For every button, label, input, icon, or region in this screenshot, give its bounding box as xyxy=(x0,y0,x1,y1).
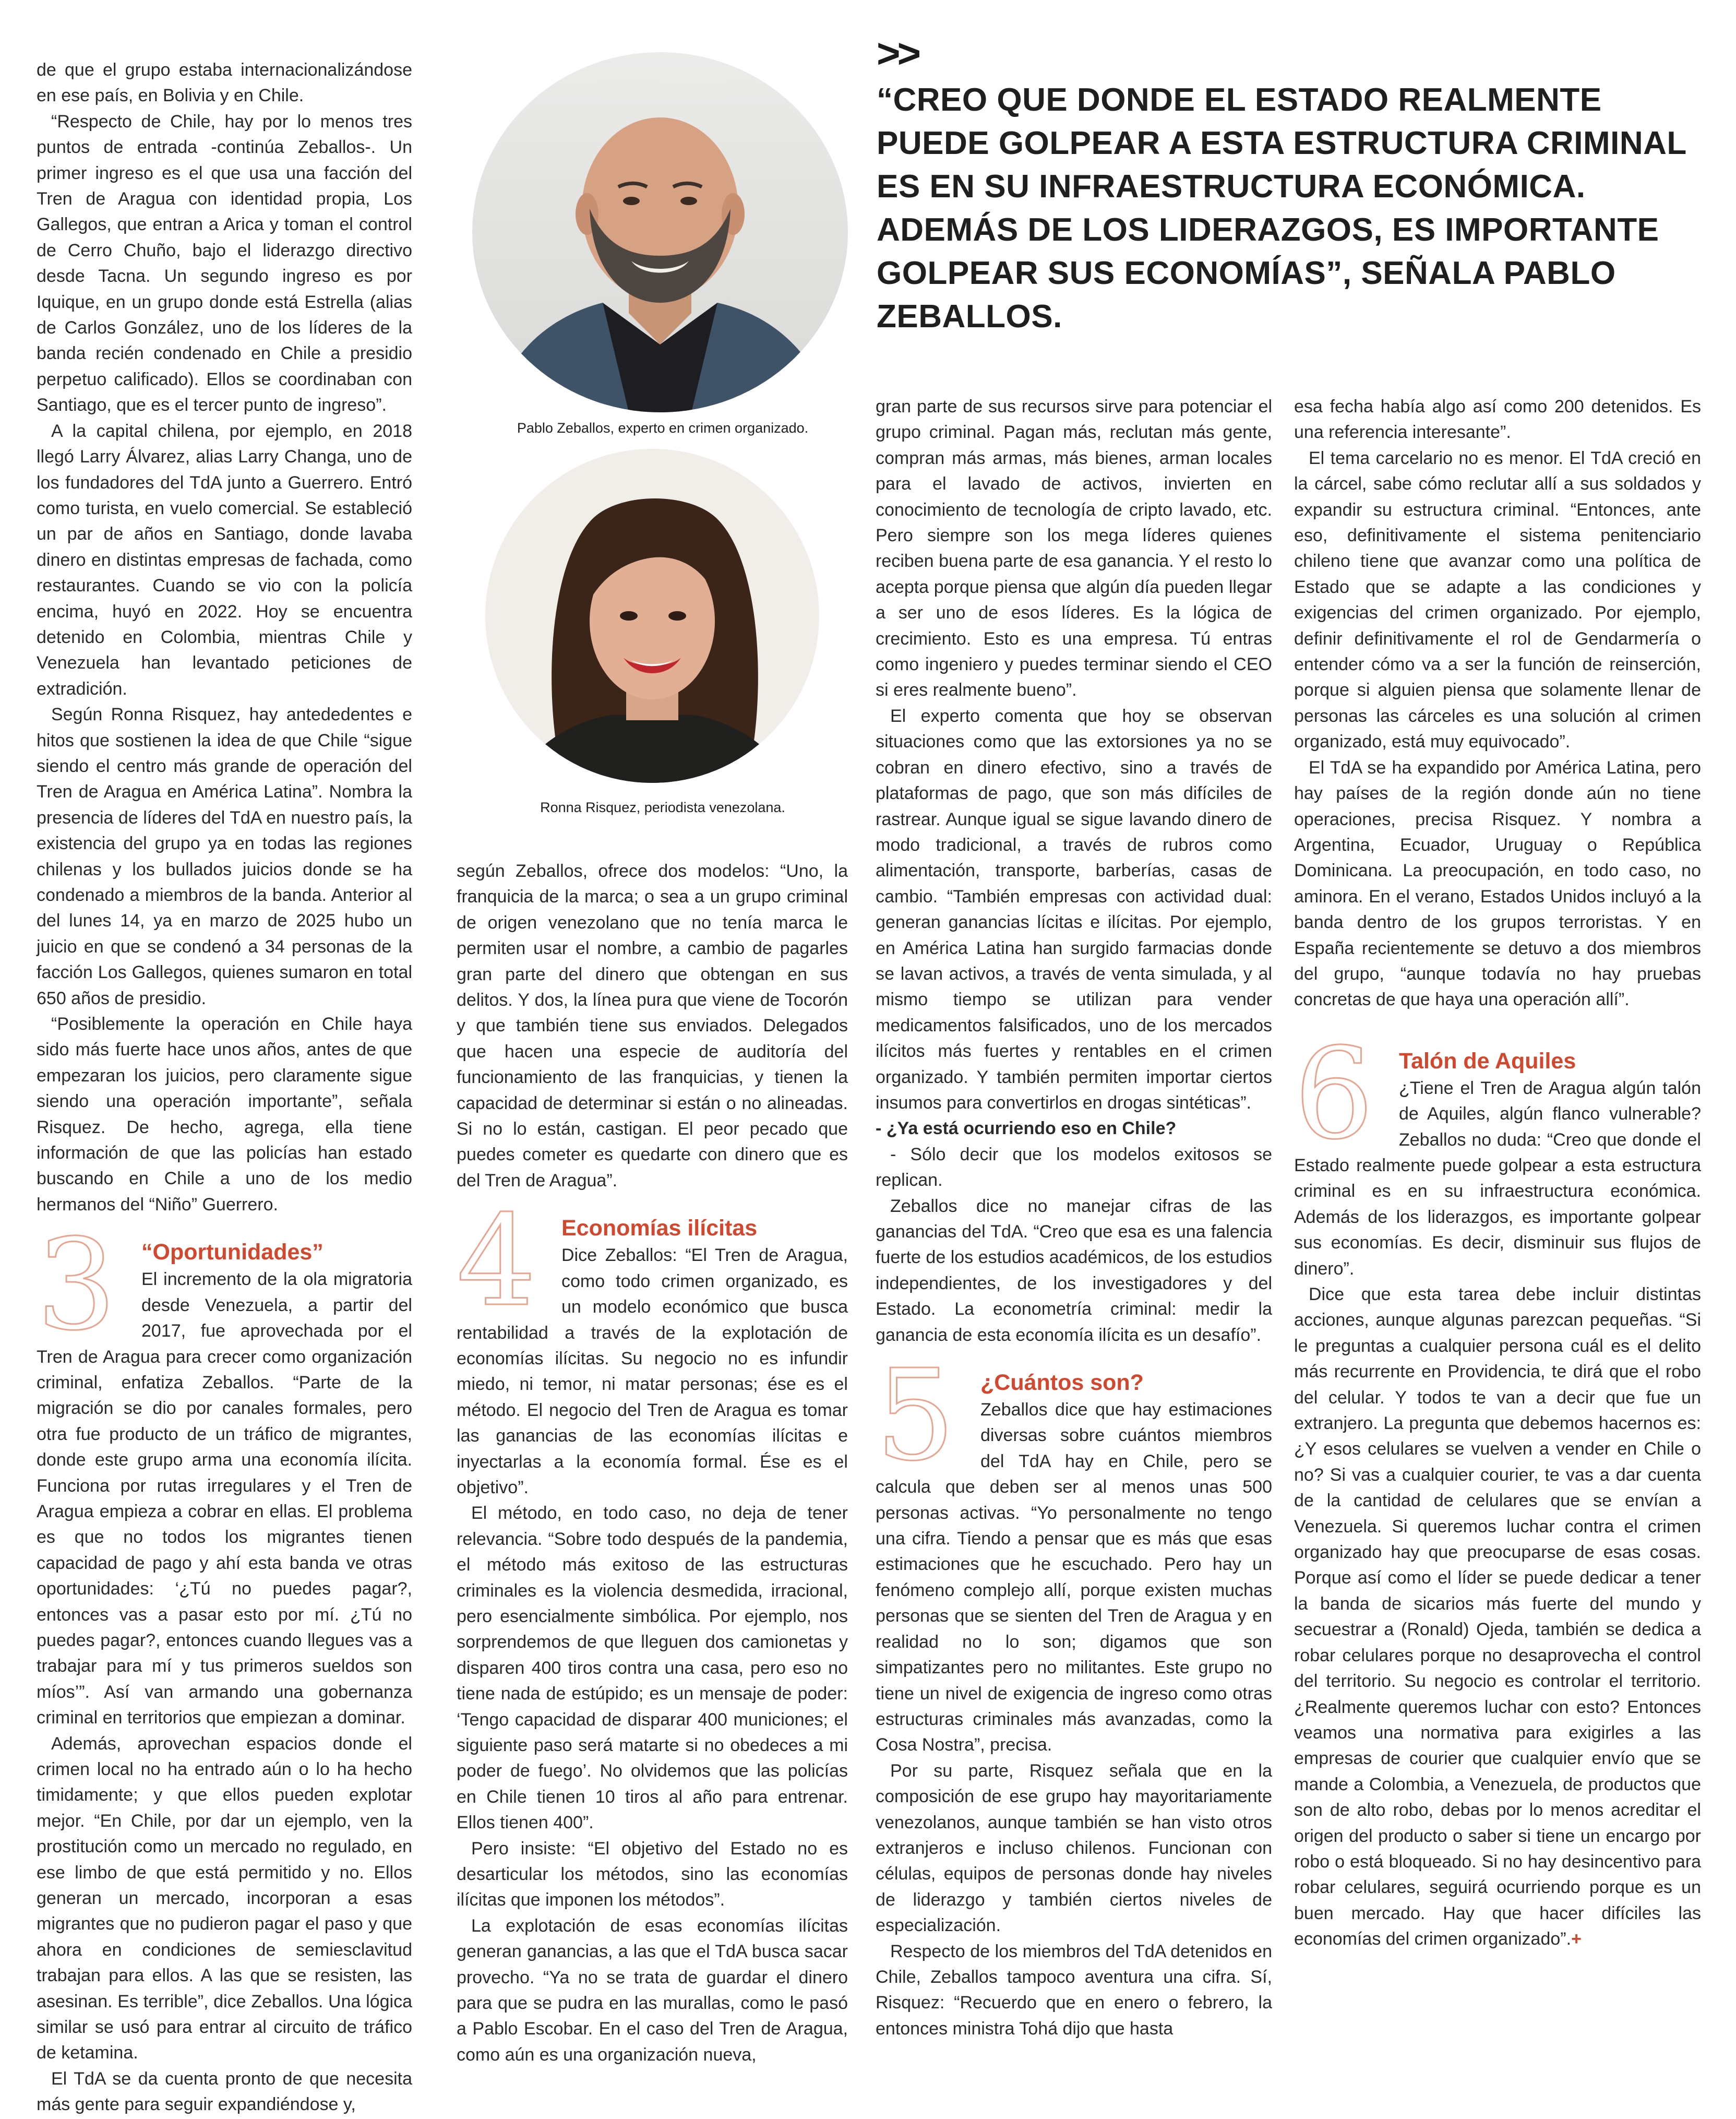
article-paragraph: Por su parte, Risquez señala que en la composición de ese grupo hay mayoritariamente venezolanos, aunque también se han visto otros extranjeros e incluso chilenos. Funcionan con células, equipos de personas donde hay niveles de liderazgo y también ciertos niveles de especialización. xyxy=(876,1760,1272,1936)
section-title-3: “Oportunidades” xyxy=(141,1240,324,1265)
article-paragraph: - Sólo decir que los modelos exitosos se replican. xyxy=(876,1144,1272,1191)
article-paragraph xyxy=(1294,1282,1701,1953)
article-column-2 xyxy=(457,859,848,2068)
portrait-pablo-zeballos-illustration xyxy=(472,52,848,412)
section-6 xyxy=(1294,1020,1701,1953)
article-paragraph: esa fecha había algo así como 200 detenidos. Es una referencia interesante”. xyxy=(1294,397,1701,443)
article-paragraph: según Zeballos, ofrece dos modelos: “Uno, la franquicia de la marca; o sea a un grupo criminal de origen venezolano que no tenía marca le permiten usar el nombre, a cambio de pagarles gran parte del dinero que obtengan en sus delitos. Y dos, la línea pura que viene de Tocorón y que también tiene sus enviados. Delegados que hacen una especie de auditoría del funcionamiento de las franquicias, y tienen la capacidad de determinar si están o no alineadas. Si no lo están, castigan. El peor pecado que puedes cometer es quedarte con dinero que es del Tren de Aragua”. xyxy=(457,861,848,1191)
portrait-ronna-risquez xyxy=(485,449,819,783)
section-title-6: Talón de Aquiles xyxy=(1399,1048,1576,1074)
article-column-3 xyxy=(876,394,1272,2042)
section-number-4: 4 xyxy=(457,1188,536,1335)
article-paragraph: La explotación de esas economías ilícitas generan ganancias, a las que el TdA busca sacar provecho. “Ya no se trata de guardar el dinero para que se pudra en las murallas, como le pasó a Pablo Escobar. En el caso del Tren de Aragua, como aún es una organización nueva, xyxy=(457,1915,848,2065)
article-end-mark: + xyxy=(1571,1929,1582,1949)
article-paragraph: de que el grupo estaba internacionalizándose en ese país, en Bolivia y en Chile. xyxy=(37,60,412,106)
section-3 xyxy=(37,1212,412,2117)
section-number-5: 5 xyxy=(876,1342,955,1489)
pull-quote: “CREO QUE DONDE EL ESTADO REALMENTE PUEDE GOLPEAR A ESTA ESTRUCTURA CRIMINAL ES EN SU INFRAESTRUCTURA ECONÓMICA. ADEMÁS DE LOS LIDERAZGOS, ES IMPORTANTE GOLPEAR SUS ECONOMÍAS”, SEÑALA PABLO ZEBALLOS. xyxy=(877,82,1686,335)
article-paragraph: Zeballos dice no manejar cifras de las ganancias del TdA. “Creo que esa es una falencia fuerte de los estudios académicos, de los estudios independientes, de los investigadores y del Estado. La econometría criminal: medir la ganancia de esta economía ilícita es un desafío”. xyxy=(876,1196,1272,1345)
article-column-4 xyxy=(1294,394,1701,1953)
section-title-5: ¿Cuántos son? xyxy=(980,1370,1144,1396)
article-paragraph: El incremento de la ola migratoria desde Venezuela, a partir del 2017, fue aprovechada por el Tren de Aragua para crecer como organización criminal, enfatiza Zeballos. “Parte de la migración se dio por canales formales, pero otra fue producto de un tráfico de migrantes, donde este grupo arma una economía ilícita. Funciona por rutas irregulares y el Tren de Aragua empieza a cobrar en ellas. El problema es que no todos los migrantes tienen capacidad de pago y ahí esta banda ve otras oportunidades: ‘¿Tú no puedes pagar?, entonces vas a pasar esto por mí. ¿Tú no puedes pagar?, entonces cuando llegues vas a trabajar para mí y tus primeros sueldos son míos’”. Así van armando una gobernanza criminal en territorios que empiezan a dominar. xyxy=(37,1269,412,1728)
section-5 xyxy=(876,1342,1272,2042)
article-paragraph: Dice Zeballos: “El Tren de Aragua, como todo crimen organizado, es un modelo económico que busca rentabilidad a través de la explotación de economías ilícitas. Su negocio no es infundir miedo, ni temor, ni matar personas; ése es el método. El negocio del Tren de Aragua es tomar las ganancias de las economías ilícitas e inyectarlas a la economía formal. Ése es el objetivo”. xyxy=(457,1245,848,1497)
article-paragraph: “Posiblemente la operación en Chile haya sido más fuerte hace unos años, antes de que empezaran los juicios, pero claramente sigue siendo una operación importante”, señala Risquez. De hecho, agrega, ella tiene información de que las policías han estado buscando en Chile a uno de los medio hermanos del “Niño” Guerrero. xyxy=(37,1014,412,1215)
section-number-3: 3 xyxy=(37,1212,116,1359)
article-paragraph: “Respecto de Chile, hay por lo menos tres puntos de entrada -continúa Zeballos-. Un primer ingreso es el que usa una facción del Tren de Aragua con identidad propia, Los Gallegos, que entran a Arica y toman el control de Cerro Chuño, bajo el liderazgo directivo desde Tacna. Un segundo ingreso es por Iquique, en un grupo donde está Estrella (alias de Carlos González, uno de los líderes de la banda recién condenado en Chile a presidio perpetuo calificado). Ellos se coordinaban con Santiago, que es el tercer punto de ingreso”. xyxy=(37,111,412,415)
article-paragraph: El tema carcelario no es menor. El TdA creció en la cárcel, sabe cómo reclutar allí a sus soldados y expandir su estructura criminal. “Entonces, ante eso, definitivamente el sistema penitenciario chileno tiene que avanzar como una política de Estado que se adapte a las condiciones y exigencias del crimen organizado. Por ejemplo, definir definitivamente el rol de Gendarmería o entender cómo va a ser la función de reinserción, porque si alguien piensa que solamente llenar de personas las cárceles es una solución al crimen organizado, está muy equivocado”. xyxy=(1294,448,1701,752)
section-4 xyxy=(457,1188,848,2068)
portrait-pablo-zeballos xyxy=(472,52,848,412)
article-paragraph: gran parte de sus recursos sirve para potenciar el grupo criminal. Pagan más, reclutan más gente, compran más armas, más bienes, arman locales para el lavado de activos, invierten en conocimiento de tecnología de cripto lavado, etc. Pero siempre son los mega líderes quienes reciben buena parte de esa ganancia. Y el resto lo acepta porque piensa que algún día pueden llegar a ser uno de esos líderes. Es la lógica de crecimiento. Esto es una empresa. Tú entras como ingeniero y puedes terminar siendo el CEO si eres realmente bueno”. xyxy=(876,397,1272,700)
article-paragraph: Respecto de los miembros del TdA detenidos en Chile, Zeballos tampoco aventura una cifra. Sí, Risquez: “Recuerdo que en enero o febrero, la entonces ministra Tohá dijo que hasta xyxy=(876,1941,1272,2039)
interview-question: - ¿Ya está ocurriendo eso en Chile? xyxy=(876,1118,1177,1139)
section-title-4: Economías ilícitas xyxy=(561,1216,758,1241)
article-paragraph: Zeballos dice que hay estimaciones diversas sobre cuántos miembros del TdA hay en Chile, pero se calcula que deben ser al menos unas 500 personas activas. “Yo personalmente no tengo una cifra. Tiendo a pensar que es más que esas estimaciones que he escuchado. Pero hay un fenómeno complejo allí, porque existen muchas personas que se sienten del Tren de Aragua y en realidad no lo son; digamos que son simpatizantes pero no militantes. Este grupo no tiene un nivel de exigencia de ingreso como otras estructuras criminales más avanzadas, como la Cosa Nostra”, precisa. xyxy=(876,1400,1272,1755)
portrait-caption-2: Ronna Risquez, periodista venezolana. xyxy=(540,800,785,815)
article-paragraph: El experto comenta que hoy se observan situaciones como que las extorsiones ya no se cobran en dinero efectivo, sino a través de plataformas de pago, que son más difíciles de rastrear. Aunque igual se sigue lavando dinero de modo tradicional, a través de rubros como alimentación, transporte, barberías, casas de cambio. “También empresas con actividad dual: generan ganancias lícitas e ilícitas. Por ejemplo, en América Latina han surgido farmacias donde se lavan activos, a través de venta simulada, y al mismo tiempo se utilizan para vender medicamentos falsificados, uno de los mercados ilícitos más fuertes y rentables en el crimen organizado. Y también permiten importar ciertos insumos para convertirlos en drogas sintéticas”. xyxy=(876,706,1272,1113)
article-paragraph: Según Ronna Risquez, hay antededentes e hitos que sostienen la idea de que Chile “sigue siendo el centro más grande de operación del Tren de Aragua en América Latina”. Nombra la presencia de líderes del TdA en nuestro país, la existencia del grupo ya en todas las regiones chilenas y los bullados juicios donde se ha condenado a miembros de la banda. Anterior al del lunes 14, ya en marzo de 2025 hubo un juicio en que se condenó a 34 personas de la facción Los Gallegos, quienes sumaron en total 650 años de presidio. xyxy=(37,705,412,1008)
portrait-caption-1: Pablo Zeballos, experto en crimen organizado. xyxy=(517,420,809,436)
article-column-1 xyxy=(37,57,412,2118)
pull-quote-arrow: >> xyxy=(877,30,918,76)
section-number-6: 6 xyxy=(1294,1020,1374,1167)
article-paragraph: El método, en todo caso, no deja de tener relevancia. “Sobre todo después de la pandemia, el método más exitoso de las estructuras criminales es la violencia desmedida, irracional, pero esencialmente simbólica. Por ejemplo, nos sorprendemos de que lleguen dos camionetas y disparen 400 tiros contra una casa, pero eso no tiene nada de estúpido; es un mensaje de poder: ‘Tengo capacidad de disparar 400 municiones; el siguiente paso será matarte si no obedeces a mi poder de fuego’. No olvidemos que las policías en Chile tienen 10 tiros al año para entrenar. Ellos tienen 400”. xyxy=(457,1503,848,1833)
portrait-ronna-risquez-illustration xyxy=(485,449,819,783)
article-paragraph: ¿Tiene el Tren de Aragua algún talón de Aquiles, algún flanco vulnerable? Zeballos no duda: “Creo que donde el Estado realmente puede golpear a esta estructura criminal es en su infraestructura económica. Además de los liderazgos, es importante golpear sus economías. Es decir, disminuir sus flujos de dinero”. xyxy=(1294,1078,1701,1279)
article-paragraph-text: Dice que esta tarea debe incluir distintas acciones, aunque algunas parezcan pequeñas. “Si le preguntas a cualquier persona cuál es el delito más recurrente en Providencia, te dirá que el robo del celular. Y todos te van a decir que fue un extranjero. La pregunta que debemos hacernos es: ¿Y esos celulares se vuelven a vender en Chile o no? Si vas a cualquier courier, te vas a dar cuenta de la cantidad de celulares que se envían a Venezuela. Si queremos luchar contra el crimen organizado hay que preocuparse de esas cosas. Porque así como el líder se puede dedicar a tener la banda de sicarios más fuerte del mundo y secuestrar a (Ronald) Ojeda, también se dedica a robar celulares porque no desaprovecha el control del territorio. Su negocio es controlar el territorio. ¿Realmente queremos luchar con esto? Entonces veamos una normativa para exigirles a las empresas de courier que cualquier envío que se mande a Colombia, a Venezuela, de productos que son de alto robo, debas por lo menos acreditar el origen del producto o saber si tiene un encargo por robo o está bloqueado. Si no hay desincentivo para robar celulares, seguirá ocurriendo porque es un buen mercado. Hay que hacer difíciles las economías del crimen organizado”. xyxy=(1294,1284,1701,1949)
article-paragraph: Además, aprovechan espacios donde el crimen local no ha entrado aún o lo ha hecho timidamente; y que ellos pueden explotar mejor. “En Chile, por dar un ejemplo, ven la prostitución como un mercado no regulado, en ese limbo de que está permitido y no. Ellos generan un mercado, incorporan a esas migrantes que no pudieron pagar el paso y que ahora en condiciones de semiesclavitud trabajan para ellos. A las que se resisten, las asesinan. Es terrible”, dice Zeballos. Una lógica similar se usó para entrar al circuito de tráfico de ketamina. xyxy=(37,1733,412,2063)
article-paragraph: El TdA se ha expandido por América Latina, pero hay países de la región donde aún no tiene operaciones, precisa Risquez. Y nombra a Argentina, Ecuador, Uruguay o República Dominicana. La preocupación, en todo caso, no aminora. En el verano, Estados Unidos incluyó a la banda dentro de los grupos terroristas. Y en España recientemente se detuvo a dos miembros del grupo, “aunque todavía no hay pruebas concretas de que haya una operación allí”. xyxy=(1294,757,1701,1010)
article-paragraph: A la capital chilena, por ejemplo, en 2018 llegó Larry Álvarez, alias Larry Changa, uno de los fundadores del TdA junto a Guerrero. Entró como turista, en vuelo comercial. Se estableció un par de años en Santiago, donde lavaba dinero en distintas empresas de fachada, como restaurantes. Cuando se vio con la policía encima, huyó en 2022. Hoy se encuentra detenido en Colombia, mientras Chile y Venezuela han levantado peticiones de extradición. xyxy=(37,421,412,699)
article-paragraph: El TdA se da cuenta pronto de que necesita más gente para seguir expandiéndose y, xyxy=(37,2068,412,2115)
article-paragraph: Pero insiste: “El objetivo del Estado no es desarticular los métodos, sino las economías ilícitas que imponen los métodos”. xyxy=(457,1838,848,1910)
